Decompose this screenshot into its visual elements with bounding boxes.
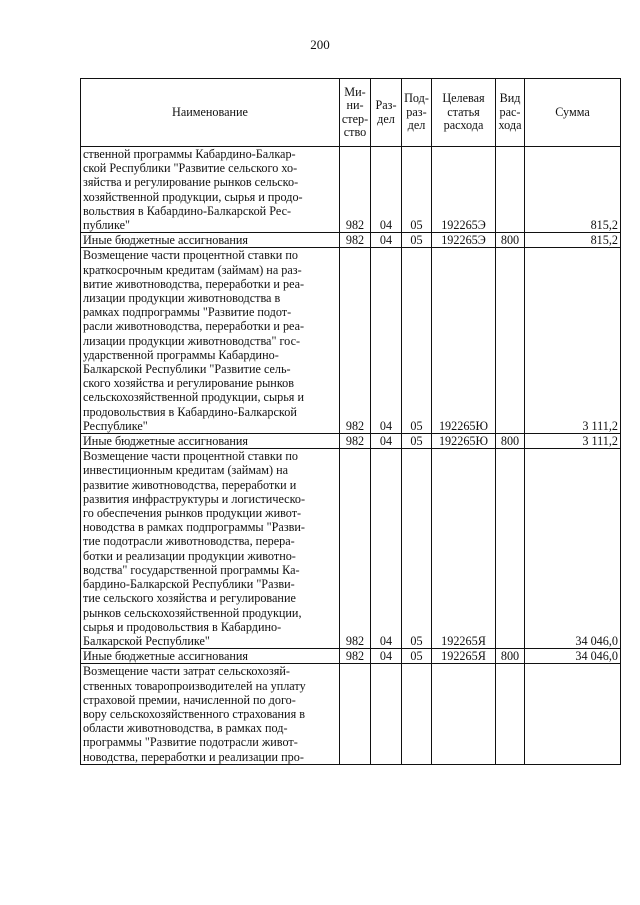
row-name: Возмещение части процентной ставки по краткосрочным кредитам (займам) на раз- витие животноводства, переработки и реа- лизации продукции животноводства в рамках подпрограммы "Развитие подот- расли животноводства, переработки и реа- лизации продукции животноводства" гос- ударственной программы Кабардино- Балкарской Республики "Развитие сель- ского хозяйства и регулирование рынков сельскохозяйственной продукции, сырья и продовольствия в Кабардино-Балкарской Республике" xyxy=(81,248,340,434)
row-section: 04 xyxy=(371,434,402,449)
row-subsection xyxy=(402,664,432,764)
header-section: Раз- дел xyxy=(371,79,402,147)
row-section: 04 xyxy=(371,147,402,233)
row-name: Возмещение части процентной ставки по инвестиционным кредитам (займам) на развитие животноводства, переработки и развития инфраструктуры и логистическо- го обеспечения рынков продукции живот- новодства в рамках подпрограммы "Разви- тие подотрасли животноводства, перера- ботки и реализации продукции животно- водства" государственной программы Ка- бардино-Балкарской Республики "Разви- тие сельского хозяйства и регулирование рынков сельскохозяйственной продукции, сырья и продовольствия в Кабардино- Балкарской Республике" xyxy=(81,449,340,649)
row-name: Иные бюджетные ассигнования xyxy=(81,434,340,449)
row-type: 800 xyxy=(496,434,525,449)
table-row xyxy=(81,248,621,434)
header-sum: Сумма xyxy=(525,79,621,147)
row-sum: 34 046,0 xyxy=(525,649,621,664)
row-sum: 3 111,2 xyxy=(525,248,621,434)
page-number: 200 xyxy=(310,37,330,52)
row-ministry: 982 xyxy=(340,449,371,649)
row-sum: 34 046,0 xyxy=(525,449,621,649)
row-target: 192265Ю xyxy=(432,248,496,434)
row-subsection: 05 xyxy=(402,248,432,434)
row-ministry: 982 xyxy=(340,649,371,664)
row-section: 04 xyxy=(371,649,402,664)
header-target: Целевая статья расхода xyxy=(432,79,496,147)
header-ministry: Ми- ни- стер- ство xyxy=(340,79,371,147)
row-type xyxy=(496,449,525,649)
row-type xyxy=(496,147,525,233)
row-target xyxy=(432,664,496,764)
row-subsection: 05 xyxy=(402,649,432,664)
row-target: 192265Э xyxy=(432,233,496,248)
row-section: 04 xyxy=(371,449,402,649)
table-row xyxy=(81,649,621,664)
row-name: Возмещение части затрат сельскохозяй- ственных товаропроизводителей на уплату страховой премии, начисленной по дого- вору сельскохозяйственного страхования в области животноводства, в рамках под- программы "Развитие подотрасли живот- новодства, переработки и реализации про- xyxy=(81,664,340,764)
row-section: 04 xyxy=(371,233,402,248)
row-sum xyxy=(525,664,621,764)
row-ministry: 982 xyxy=(340,248,371,434)
budget-table xyxy=(80,78,621,765)
row-target: 192265Ю xyxy=(432,434,496,449)
row-type xyxy=(496,248,525,434)
row-ministry: 982 xyxy=(340,434,371,449)
row-subsection: 05 xyxy=(402,147,432,233)
row-name: Иные бюджетные ассигнования xyxy=(81,649,340,664)
row-target: 192265Я xyxy=(432,649,496,664)
row-type: 800 xyxy=(496,233,525,248)
row-subsection: 05 xyxy=(402,233,432,248)
row-subsection: 05 xyxy=(402,449,432,649)
row-section: 04 xyxy=(371,248,402,434)
row-type xyxy=(496,664,525,764)
table-header-row xyxy=(81,79,621,147)
row-ministry xyxy=(340,664,371,764)
row-target: 192265Я xyxy=(432,449,496,649)
row-sum: 815,2 xyxy=(525,147,621,233)
table-row xyxy=(81,147,621,233)
table-row xyxy=(81,664,621,764)
row-name: Иные бюджетные ассигнования xyxy=(81,233,340,248)
header-type: Вид рас- хода xyxy=(496,79,525,147)
row-target: 192265Э xyxy=(432,147,496,233)
row-ministry: 982 xyxy=(340,147,371,233)
row-subsection: 05 xyxy=(402,434,432,449)
table-row xyxy=(81,233,621,248)
row-sum: 3 111,2 xyxy=(525,434,621,449)
row-section xyxy=(371,664,402,764)
row-sum: 815,2 xyxy=(525,233,621,248)
header-name: Наименование xyxy=(81,79,340,147)
table-row xyxy=(81,434,621,449)
row-name: ственной программы Кабардино-Балкар- ской Республики "Развитие сельского хо- зяйства и регулирование рынков сельско- хозяйственной продукции, сырья и продо- вольствия в Кабардино-Балкарской Рес- публике" xyxy=(81,147,340,233)
row-ministry: 982 xyxy=(340,233,371,248)
table-row xyxy=(81,449,621,649)
row-type: 800 xyxy=(496,649,525,664)
header-subsection: Под- раз- дел xyxy=(402,79,432,147)
